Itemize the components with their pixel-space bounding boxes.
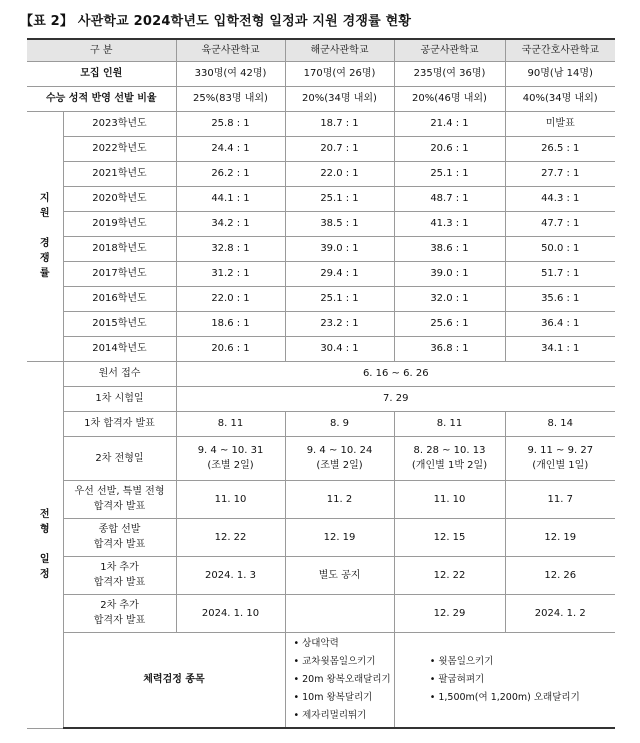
- admission-table: [27, 38, 615, 729]
- schedule-value: 8. 11: [176, 411, 285, 436]
- fitness-army-list: [286, 635, 394, 725]
- competition-year: 2020학년도: [63, 186, 176, 211]
- competition-rate: 22.0 : 1: [176, 286, 285, 311]
- competition-rate: 22.0 : 1: [285, 161, 394, 186]
- schedule-value: 12. 22: [176, 518, 285, 556]
- schedule-second-additional-row: [27, 594, 615, 632]
- schedule-value: 12. 29: [394, 594, 505, 632]
- competition-rate: 24.4 : 1: [176, 136, 285, 161]
- competition-rate: 39.0 : 1: [394, 261, 505, 286]
- competition-row: [27, 286, 615, 311]
- schedule-value: 11. 10: [394, 480, 505, 518]
- fitness-item: • 1,500m(여 1,200m) 오래달리기: [430, 689, 580, 707]
- competition-row: [27, 136, 615, 161]
- competition-year: 2015학년도: [63, 311, 176, 336]
- schedule-value: 12. 26: [505, 556, 615, 594]
- competition-rate: 26.5 : 1: [505, 136, 615, 161]
- fitness-item: • 20m 왕복오래달리기: [294, 671, 394, 689]
- csat-ratio-row: [27, 86, 615, 111]
- competition-rate: 18.7 : 1: [285, 111, 394, 136]
- schedule-value: [285, 594, 394, 632]
- recruitment-label: 모집 인원: [27, 61, 176, 86]
- competition-rate: 미발표: [505, 111, 615, 136]
- schedule-label: 원서 접수: [63, 361, 176, 386]
- competition-row: [27, 211, 615, 236]
- schedule-value: 12. 22: [394, 556, 505, 594]
- schedule-label: 2차 추가 합격자 발표: [63, 594, 176, 632]
- competition-year: 2021학년도: [63, 161, 176, 186]
- competition-year: 2017학년도: [63, 261, 176, 286]
- competition-rate: 21.4 : 1: [394, 111, 505, 136]
- header-school: 육군사관학교: [176, 39, 285, 61]
- schedule-value: 9. 11 ~ 9. 27 (개인별 1일): [505, 436, 615, 480]
- schedule-label: 1차 시험일: [63, 386, 176, 411]
- competition-rate: 48.7 : 1: [394, 186, 505, 211]
- competition-year: 2014학년도: [63, 336, 176, 361]
- competition-rate: 38.5 : 1: [285, 211, 394, 236]
- competition-rate: 20.7 : 1: [285, 136, 394, 161]
- competition-rate: 36.4 : 1: [505, 311, 615, 336]
- schedule-second-exam-row: [27, 436, 615, 480]
- competition-rate: 29.4 : 1: [285, 261, 394, 286]
- competition-group-label: 지 원 경 쟁 률: [27, 111, 63, 361]
- schedule-label: 2차 전형일: [63, 436, 176, 480]
- schedule-value: 11. 7: [505, 480, 615, 518]
- schedule-value: 8. 14: [505, 411, 615, 436]
- competition-rate: 38.6 : 1: [394, 236, 505, 261]
- schedule-value: 8. 28 ~ 10. 13 (개인별 1박 2일): [394, 436, 505, 480]
- schedule-value: 8. 9: [285, 411, 394, 436]
- document-title: 【표 2】 사관학교 2024학년도 입학전형 일정과 지원 경쟁률 현황: [20, 14, 412, 29]
- fitness-item: • 팔굽혀펴기: [430, 671, 580, 689]
- schedule-application-row: [27, 361, 615, 386]
- competition-rate: 30.4 : 1: [285, 336, 394, 361]
- competition-year: 2016학년도: [63, 286, 176, 311]
- competition-rate: 27.7 : 1: [505, 161, 615, 186]
- competition-rate: 25.6 : 1: [394, 311, 505, 336]
- competition-rate: 35.6 : 1: [505, 286, 615, 311]
- schedule-label: 1차 추가 합격자 발표: [63, 556, 176, 594]
- schedule-application-value: 6. 16 ~ 6. 26: [176, 361, 615, 386]
- competition-row: [27, 336, 615, 361]
- competition-rate: 51.7 : 1: [505, 261, 615, 286]
- competition-rate: 20.6 : 1: [394, 136, 505, 161]
- competition-rate: 39.0 : 1: [285, 236, 394, 261]
- schedule-value: 2024. 1. 3: [176, 556, 285, 594]
- competition-rate: 36.8 : 1: [394, 336, 505, 361]
- competition-rate: 44.1 : 1: [176, 186, 285, 211]
- competition-rate: 44.3 : 1: [505, 186, 615, 211]
- schedule-final-result-row: [27, 518, 615, 556]
- schedule-label: 1차 합격자 발표: [63, 411, 176, 436]
- recruitment-row: [27, 61, 615, 86]
- recruitment-value: 90명(남 14명): [505, 61, 615, 86]
- competition-rate: 50.0 : 1: [505, 236, 615, 261]
- recruitment-value: 330명(여 42명): [176, 61, 285, 86]
- competition-rate: 25.1 : 1: [285, 186, 394, 211]
- competition-row: [27, 261, 615, 286]
- fitness-row: [27, 632, 615, 728]
- schedule-value: 8. 11: [394, 411, 505, 436]
- competition-year: 2022학년도: [63, 136, 176, 161]
- schedule-first-exam-value: 7. 29: [176, 386, 615, 411]
- competition-row: [27, 311, 615, 336]
- fitness-army-cell: [285, 632, 394, 728]
- schedule-label: 종합 선발 합격자 발표: [63, 518, 176, 556]
- fitness-label: 체력검정 종목: [63, 632, 285, 728]
- competition-year: 2023학년도: [63, 111, 176, 136]
- competition-rate: 18.6 : 1: [176, 311, 285, 336]
- schedule-value: 11. 10: [176, 480, 285, 518]
- schedule-first-result-row: [27, 411, 615, 436]
- competition-rate: 41.3 : 1: [394, 211, 505, 236]
- recruitment-value: 170명(여 26명): [285, 61, 394, 86]
- competition-rate: 34.2 : 1: [176, 211, 285, 236]
- header-school: 해군사관학교: [285, 39, 394, 61]
- schedule-first-exam-row: [27, 386, 615, 411]
- competition-rate: 47.7 : 1: [505, 211, 615, 236]
- schedule-value: 2024. 1. 10: [176, 594, 285, 632]
- schedule-priority-result-row: [27, 480, 615, 518]
- competition-year: 2018학년도: [63, 236, 176, 261]
- competition-row: [27, 186, 615, 211]
- competition-rate: 34.1 : 1: [505, 336, 615, 361]
- csat-ratio-value: 20%(34명 내외): [285, 86, 394, 111]
- schedule-label: 우선 선발, 특별 전형 합격자 발표: [63, 480, 176, 518]
- schedule-value: 별도 공지: [285, 556, 394, 594]
- schedule-value: 9. 4 ~ 10. 31 (조별 2일): [176, 436, 285, 480]
- csat-ratio-value: 40%(34명 내외): [505, 86, 615, 111]
- recruitment-value: 235명(여 36명): [394, 61, 505, 86]
- competition-row: [27, 111, 615, 136]
- competition-row: [27, 161, 615, 186]
- competition-row: [27, 236, 615, 261]
- competition-year: 2019학년도: [63, 211, 176, 236]
- schedule-value: 12. 15: [394, 518, 505, 556]
- header-category: 구 분: [27, 39, 176, 61]
- competition-rate: 26.2 : 1: [176, 161, 285, 186]
- fitness-item: • 제자리멀리뛰기: [294, 707, 394, 725]
- schedule-value: 11. 2: [285, 480, 394, 518]
- schedule-first-additional-row: [27, 556, 615, 594]
- fitness-item: • 교차윗몸일으키기: [294, 653, 394, 671]
- competition-rate: 25.1 : 1: [285, 286, 394, 311]
- competition-rate: 32.0 : 1: [394, 286, 505, 311]
- fitness-others-cell: [394, 632, 615, 728]
- fitness-others-list: [430, 653, 580, 707]
- csat-ratio-label: 수능 성적 반영 선발 비율: [27, 86, 176, 111]
- competition-rate: 23.2 : 1: [285, 311, 394, 336]
- competition-rate: 25.1 : 1: [394, 161, 505, 186]
- schedule-value: 2024. 1. 2: [505, 594, 615, 632]
- schedule-value: 9. 4 ~ 10. 24 (조별 2일): [285, 436, 394, 480]
- csat-ratio-value: 25%(83명 내외): [176, 86, 285, 111]
- header-row: [27, 39, 615, 61]
- competition-rate: 31.2 : 1: [176, 261, 285, 286]
- schedule-value: 12. 19: [285, 518, 394, 556]
- fitness-item: • 상대악력: [294, 635, 394, 653]
- schedule-value: 12. 19: [505, 518, 615, 556]
- csat-ratio-value: 20%(46명 내외): [394, 86, 505, 111]
- competition-rate: 20.6 : 1: [176, 336, 285, 361]
- header-school: 공군사관학교: [394, 39, 505, 61]
- header-school: 국군간호사관학교: [505, 39, 615, 61]
- competition-rate: 32.8 : 1: [176, 236, 285, 261]
- fitness-item: • 10m 왕복달리기: [294, 689, 394, 707]
- competition-rate: 25.8 : 1: [176, 111, 285, 136]
- fitness-item: • 윗몸일으키기: [430, 653, 580, 671]
- schedule-group-label: 전 형 일 정: [27, 361, 63, 728]
